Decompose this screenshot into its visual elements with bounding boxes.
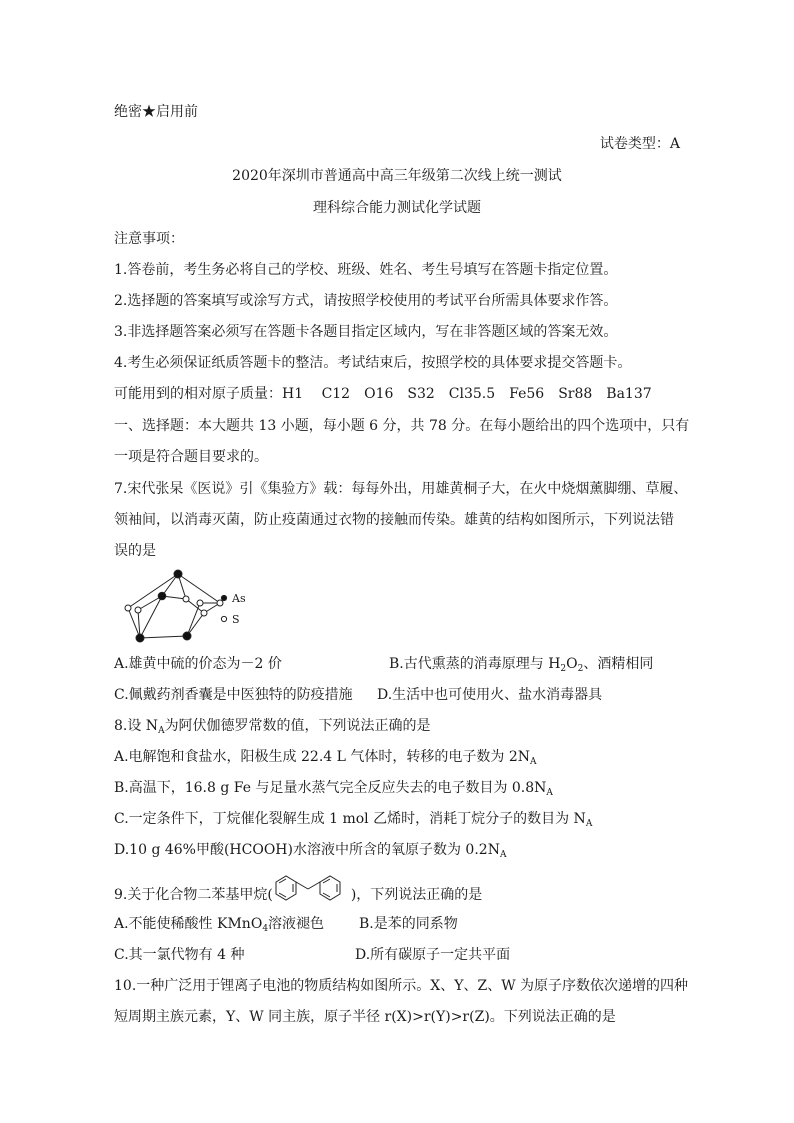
q9-option-c: C.其一氯代物有 4 种: [114, 947, 245, 963]
diphenylmethane-structure-icon: [268, 873, 348, 907]
q10-stem: 10.一种广泛用于锂离子电池的物质结构如图所示。X、Y、Z、W 为原子序数依次递增的四种: [114, 978, 689, 994]
legend-s-label: S: [232, 613, 240, 626]
q7-option-d: D.生活中也可使用火、盐水消毒器具: [377, 687, 603, 703]
note-item: 3.非选择题答案必须写在答题卡各题目指定区域内，写在非答题区域的答案无效。: [114, 324, 618, 340]
q9-option-a: A.不能使稀酸性 KMnO$_4$溶液褪色: [114, 916, 325, 934]
note-item: 4.考生必须保证纸质答题卡的整洁。考试结束后，按照学校的具体要求提交答题卡。: [114, 355, 632, 371]
q9-option-b: B.是苯的同系物: [359, 916, 458, 932]
q8-option-c: C.一定条件下，丁烷催化裂解生成 1 mol 乙烯时，消耗丁烷分子的数目为 $N_A$: [114, 811, 593, 829]
section-heading-cont: 一项是符合题目要求的。: [114, 449, 268, 465]
q8-option-b: B.高温下，16.8 g Fe 与足量水蒸气完全反应失去的电子数目为 $0.8N_A$: [114, 780, 553, 798]
q7-option-a: A.雄黄中硫的价态为－2 价: [114, 656, 282, 672]
q7-stem: 误的是: [114, 543, 156, 559]
q9-stem: 9.关于化合物二苯基甲烷( )，下列说法正确的是: [114, 887, 483, 903]
q7-stem: 领袖间，以消毒灭菌，防止疫菌通过衣物的接触而传染。雄黄的结构如图所示，下列说法错: [114, 512, 674, 528]
q7-option-c: C.佩戴药剂香囊是中医独特的防疫措施: [114, 687, 353, 703]
exam-title: 2020年深圳市普通高中高三年级第二次线上统一测试: [232, 168, 562, 184]
notes-heading: 注意事项：: [114, 231, 184, 247]
q9-option-d: D.所有碳原子一定共平面: [355, 947, 511, 963]
realgar-structure-figure: [120, 566, 270, 646]
q10-stem: 短周期主族元素，Y、W 同主族，原子半径 r(X)>r(Y)>r(Z)。下列说法正确的是: [114, 1009, 616, 1025]
paper-type: 试卷类型：A: [599, 136, 680, 152]
q8-option-d: D.10 g 46%甲酸(HCOOH)水溶液中所含的氧原子数为 $0.2N_A$: [114, 842, 507, 860]
legend-as-label: As: [232, 592, 246, 605]
atomic-mass-line: 可能用到的相对原子质量：H1 C12 O16 S32 Cl35.5 Fe56 Sr88 Ba137: [114, 386, 652, 402]
exam-subtitle: 理科综合能力测试化学试题: [313, 200, 481, 216]
secret-label: 绝密★启用前: [114, 104, 198, 120]
q7-stem: 7.宋代张杲《医说》引《集验方》载：每每外出，用雄黄桐子大，在火中烧烟薰脚绷、草履、: [114, 481, 688, 497]
q8-option-a: A.电解饱和食盐水，阳极生成 22.4 L 气体时，转移的电子数为 $2N_A$: [114, 749, 537, 767]
q7-option-b: B.古代熏蒸的消毒原理与 $H_2O_2$、酒精相同: [389, 656, 654, 674]
section-heading: 一、选择题：本大题共 13 小题，每小题 6 分，共 78 分。在每小题给出的四个选项中，只有: [114, 418, 690, 434]
q8-stem: 8.设 $N_A$为阿伏伽德罗常数的值，下列说法正确的是: [114, 718, 431, 736]
note-item: 1.答卷前，考生务必将自己的学校、班级、姓名、考生号填写在答题卡指定位置。: [114, 262, 618, 278]
note-item: 2.选择题的答案填写或涂写方式，请按照学校使用的考试平台所需具体要求作答。: [114, 293, 618, 309]
